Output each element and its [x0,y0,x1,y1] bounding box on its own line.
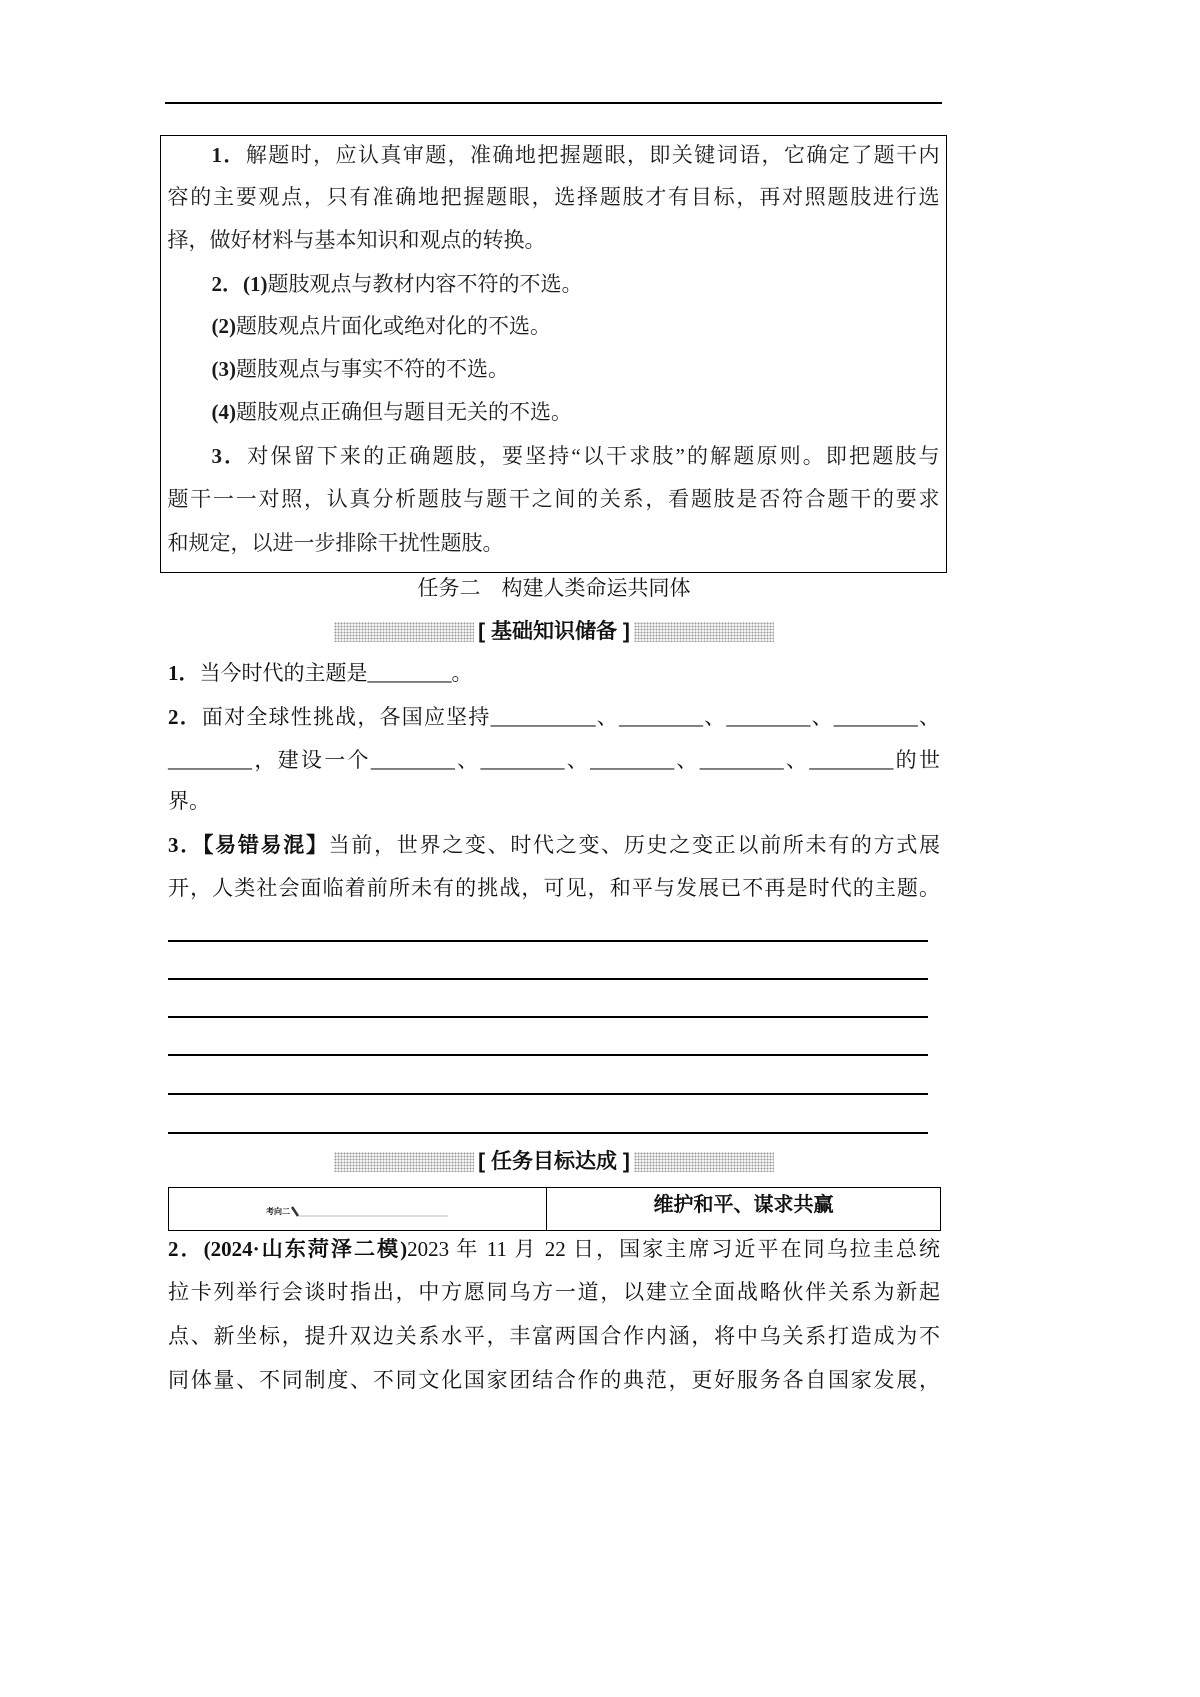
answer-line [168,1093,928,1095]
direction-table [168,1187,941,1231]
tips-item-1-line-1 [212,140,940,170]
dotted-pattern-left [334,622,474,642]
question-2-line-1 [168,702,940,732]
direction-badge [266,1203,450,1217]
tips-text: 题肢观点片面化或绝对化的不选。 [236,313,551,338]
tips-item-3-line-1 [212,441,940,471]
sub-mark: (4) [211,399,236,424]
question-2-line-2: ________，建设一个________、________、________、________、________的世 [168,748,940,772]
answer-line [168,940,928,942]
tips-text: 解题时，应认真审题，准确地把握题眼，即关键词语，它确定了题干内 [245,142,940,167]
question-text: 面对全球性挑战，各国应坚持__________、________、________、________、 [201,705,941,729]
question-3-line-2: 开，人类社会面临着前所未有的挑战，可见，和平与发展已不再是时代的主题。 [168,876,940,900]
direction-label: 考向二 [266,1207,290,1216]
item-number: 2． [211,271,243,296]
item-number: 1． [211,142,246,167]
dotted-pattern-right [634,1152,774,1172]
tips-item-1-line-3: 择，做好材料与基本知识和观点的转换。 [167,227,546,252]
answer-line [168,1132,928,1134]
answer-line [168,1016,928,1018]
header-rule [165,102,942,104]
tips-item-1-line-2: 容的主要观点，只有准确地把握题眼，选择题肢才有目标，再对照题肢进行选 [167,184,940,209]
direction-title: 维护和平、谋求共赢 [653,1194,834,1216]
question-1 [168,658,940,688]
question-number: 1． [168,661,200,685]
badge-slash-line [290,1205,450,1217]
section-heading-task-goal [168,1147,940,1177]
tips-text: 对保留下来的正确题肢，要坚持“以干求肢”的解题原则。即把题肢与 [247,443,940,468]
tips-text: 题肢观点与教材内容不符的不选。 [267,271,583,296]
tips-box [160,135,947,573]
question-number: 3． [168,833,203,857]
question-text: 当今时代的主题是________。 [199,661,473,685]
question-tag: 【易错易混】 [202,833,329,857]
tips-item-2-sub-3 [212,354,510,384]
answer-line [168,1054,928,1056]
question-2-line-3: 界。 [168,789,210,813]
goal-question-2-line-1 [168,1234,940,1264]
section-title: [ 任务目标达成 ] [478,1150,630,1173]
tips-item-2-sub-1 [212,269,583,299]
tips-item-3-line-3: 和规定，以进一步排除干扰性题肢。 [167,530,504,555]
answer-line [168,978,928,980]
tips-text: 题肢观点正确但与题目无关的不选。 [236,399,572,424]
dotted-pattern-left [334,1152,474,1172]
tips-item-2-sub-4 [212,397,573,427]
question-source: (2024·山东菏泽二模) [203,1237,408,1261]
question-number: 2． [168,1237,204,1261]
dotted-pattern-right [634,622,774,642]
goal-question-2-line-4: 同体量、不同制度、不同文化国家团结合作的典范，更好服务各自国家发展， [168,1368,940,1392]
sub-mark: (3) [211,356,236,381]
direction-badge-cell [169,1188,547,1230]
tips-item-3-line-2: 题干一一对照，认真分析题肢与题干之间的关系，看题肢是否符合题干的要求 [167,486,940,511]
tips-text: 题肢观点与事实不符的不选。 [236,356,509,381]
item-number: 3． [211,443,248,468]
tips-item-2-sub-2 [212,311,552,341]
question-3-line-1 [168,830,940,860]
goal-question-2-line-3: 点、新坐标，提升双边关系水平，丰富两国合作内涵，将中乌关系打造成为不 [168,1324,940,1348]
question-text: 2023 年 11 月 22 日，国家主席习近平在同乌拉圭总统 [407,1237,940,1261]
question-text: 当前，世界之变、时代之变、历史之变正以前所未有的方式展 [328,833,941,857]
goal-question-2-line-2: 拉卡列举行会谈时指出，中方愿同乌方一道，以建立全面战略伙伴关系为新起 [168,1280,940,1304]
task-title: 任务二 构建人类命运共同体 [417,577,691,600]
question-number: 2． [168,705,202,729]
sub-mark: (1) [243,271,268,296]
section-heading-basic-knowledge [168,617,940,647]
sub-mark: (2) [211,313,236,338]
section-title: [ 基础知识储备 ] [478,620,630,643]
